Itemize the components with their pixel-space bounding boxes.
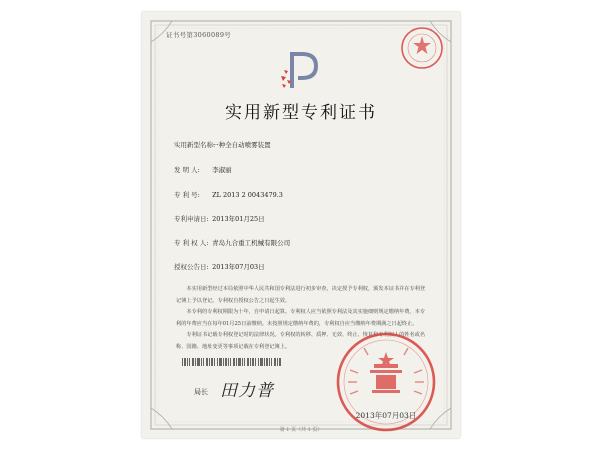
body-paragraph: 本实用新型经过本局依照中华人民共和国专利法进行初步审查，决定授予专利权，颁发本证书并在专利登记簿上予以登记。专利权自授权公告之日起生效。 xyxy=(176,286,426,304)
director-label: 局长 xyxy=(194,388,208,396)
field-value: ZL 2013 2 0043479.3 xyxy=(212,191,283,199)
field-label: 专 利 权 人: xyxy=(174,239,209,247)
field-application-date xyxy=(174,214,265,223)
field-label: 专利申请日: xyxy=(174,215,209,223)
field-label: 专 利 号: xyxy=(174,191,200,199)
field-value: 2013年01月25日 xyxy=(212,215,265,223)
certificate-number: 证书号第3060089号 xyxy=(166,31,232,39)
barcode-icon xyxy=(182,358,282,366)
director-signature: 田力普 xyxy=(220,381,274,401)
body-paragraph: 专利证书记载专利权登记时的法律状况。专利权的转移、质押、无效、终止、恢复和专利权人的姓名或名称、国籍、地址变更等事项记载在专利登记簿上。 xyxy=(176,332,426,350)
field-utility-name xyxy=(174,140,271,149)
field-patent-number xyxy=(174,190,283,199)
field-label: 发 明 人: xyxy=(174,166,200,174)
sipo-logo-icon xyxy=(278,48,324,92)
page-footer: 第 1 页（共 1 页） xyxy=(279,427,323,433)
national-ip-administration-seal-icon xyxy=(334,330,438,434)
field-grant-date xyxy=(174,262,265,271)
field-inventor xyxy=(174,165,232,174)
seal-date: 2013年07月03日 xyxy=(355,411,417,420)
field-patentee xyxy=(174,238,290,247)
field-label: 授权公告日: xyxy=(174,263,209,271)
field-value: 李淑丽 xyxy=(212,166,232,174)
certificate-title: 实用新型专利证书 xyxy=(225,103,377,123)
field-label: 实用新型名称: xyxy=(174,141,216,149)
field-value: 一种全自动喷雾装置 xyxy=(212,141,271,149)
field-value: 2013年07月03日 xyxy=(212,263,265,271)
patent-office-seal-icon xyxy=(400,26,444,70)
field-value: 青岛九合重工机械有限公司 xyxy=(212,239,291,247)
body-paragraph: 本专利的专利权期限为十年，自申请日起算。专利权人应当依照专利法及其实施细则规定缴纳年费。本专利的年费应当在每年01月25日前缴纳。未按照规定缴纳年费的，专利权自应当缴纳年费期满之日起终止。 xyxy=(176,309,426,327)
certificate-page xyxy=(142,12,460,438)
